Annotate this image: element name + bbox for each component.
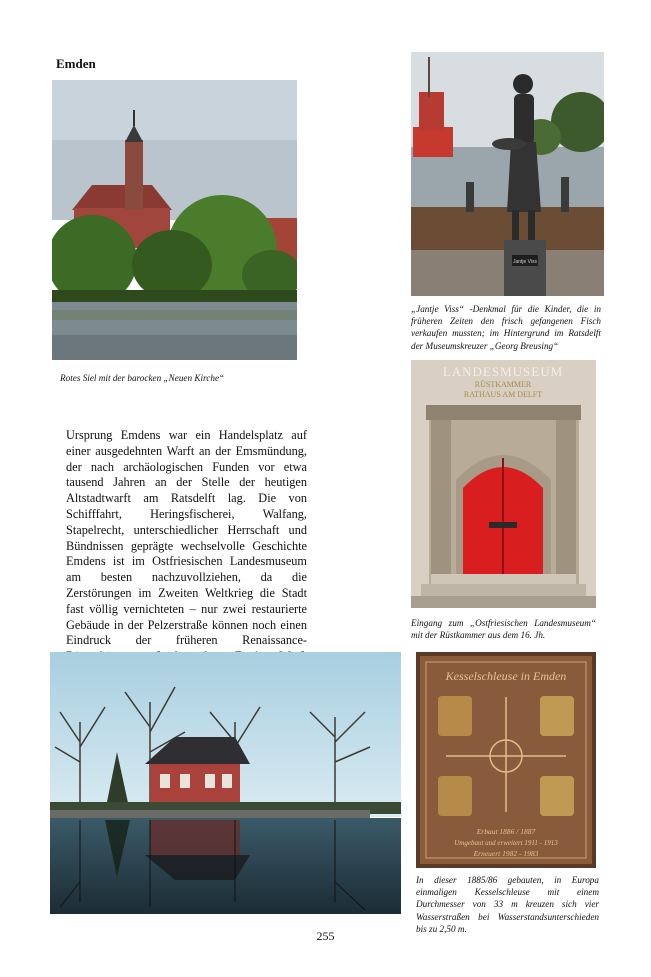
caption-rotes-siel: Rotes Siel mit der barocken „Neuen Kirche“ bbox=[60, 373, 225, 383]
museum-sign-line1: LANDESMUSEUM bbox=[442, 364, 564, 379]
plaque-line1: Erbaut 1886 / 1887 bbox=[476, 827, 536, 836]
page-number: 255 bbox=[316, 929, 335, 943]
plaque-line2: Umgebaut und erweitert 1911 - 1913 bbox=[454, 839, 558, 847]
photo-jantje-viss bbox=[411, 52, 604, 296]
body-paragraph: Ursprung Emdens war ein Handelsplatz auf einer ausgedehnten Warft an der Emsmündung, der nach archäologischen Funden vor etwa tausend Jahren an der Stelle der heutigen Altstadtwarft am Ratsdelft lag. Die von Schifffahrt, Heringsfischerei, Walfang, Stapelrecht, unterschiedlicher Herrschaft und Bündnissen geprägte wechselvolle Geschichte Emdens ist im Ostfriesischen Landesmuseum am besten nachzuvollziehen, da die Zerstörungen im Zweiten Weltkrieg die Stadt fast völlig vernichteten – nur zwei restaurierte Gebäude in der Pelzerstraße können noch einen Eindruck der früheren Renaissance- bbox=[66, 428, 307, 648]
photo-kesselschleuse-house bbox=[50, 652, 401, 914]
photo-kesselschleuse-plaque bbox=[416, 652, 596, 868]
plaque-title: Kesselschleuse in Emden bbox=[445, 669, 567, 683]
plaque-line3: Erneuert 1982 - 1983 bbox=[473, 849, 539, 858]
photo-landesmuseum bbox=[411, 360, 596, 608]
museum-sign-line2: RÜSTKAMMER bbox=[474, 380, 532, 389]
caption-kesselschleuse: In dieser 1885/86 gebauten, in Europa einmaligen Kesselschleuse mit einem Durchmesser von 33 m kreuzen sich vier Wasserstraßen bei Wasserstandsunterschieden bis zu 2,50 m. bbox=[416, 875, 599, 934]
statue-plaque-text: Jantje Viss bbox=[512, 259, 538, 265]
page-heading: Emden bbox=[56, 56, 96, 71]
caption-landesmuseum: Eingang zum „Ostfriesischen Landesmuseum“ mit der Rüstkammer aus dem 16. Jh. bbox=[411, 618, 596, 641]
museum-sign-line3: RATHAUS AM DELFT bbox=[463, 390, 543, 399]
caption-jantje-viss: „Jantje Viss“ -Denkmal für die Kinder, die in früheren Zeiten den frisch gefangenen Fisch verkaufen mussten; im Hintergrund im Ratsdelft der Museumskreuzer „Georg Breusing“ bbox=[411, 304, 601, 351]
photo-rotes-siel bbox=[52, 80, 297, 360]
